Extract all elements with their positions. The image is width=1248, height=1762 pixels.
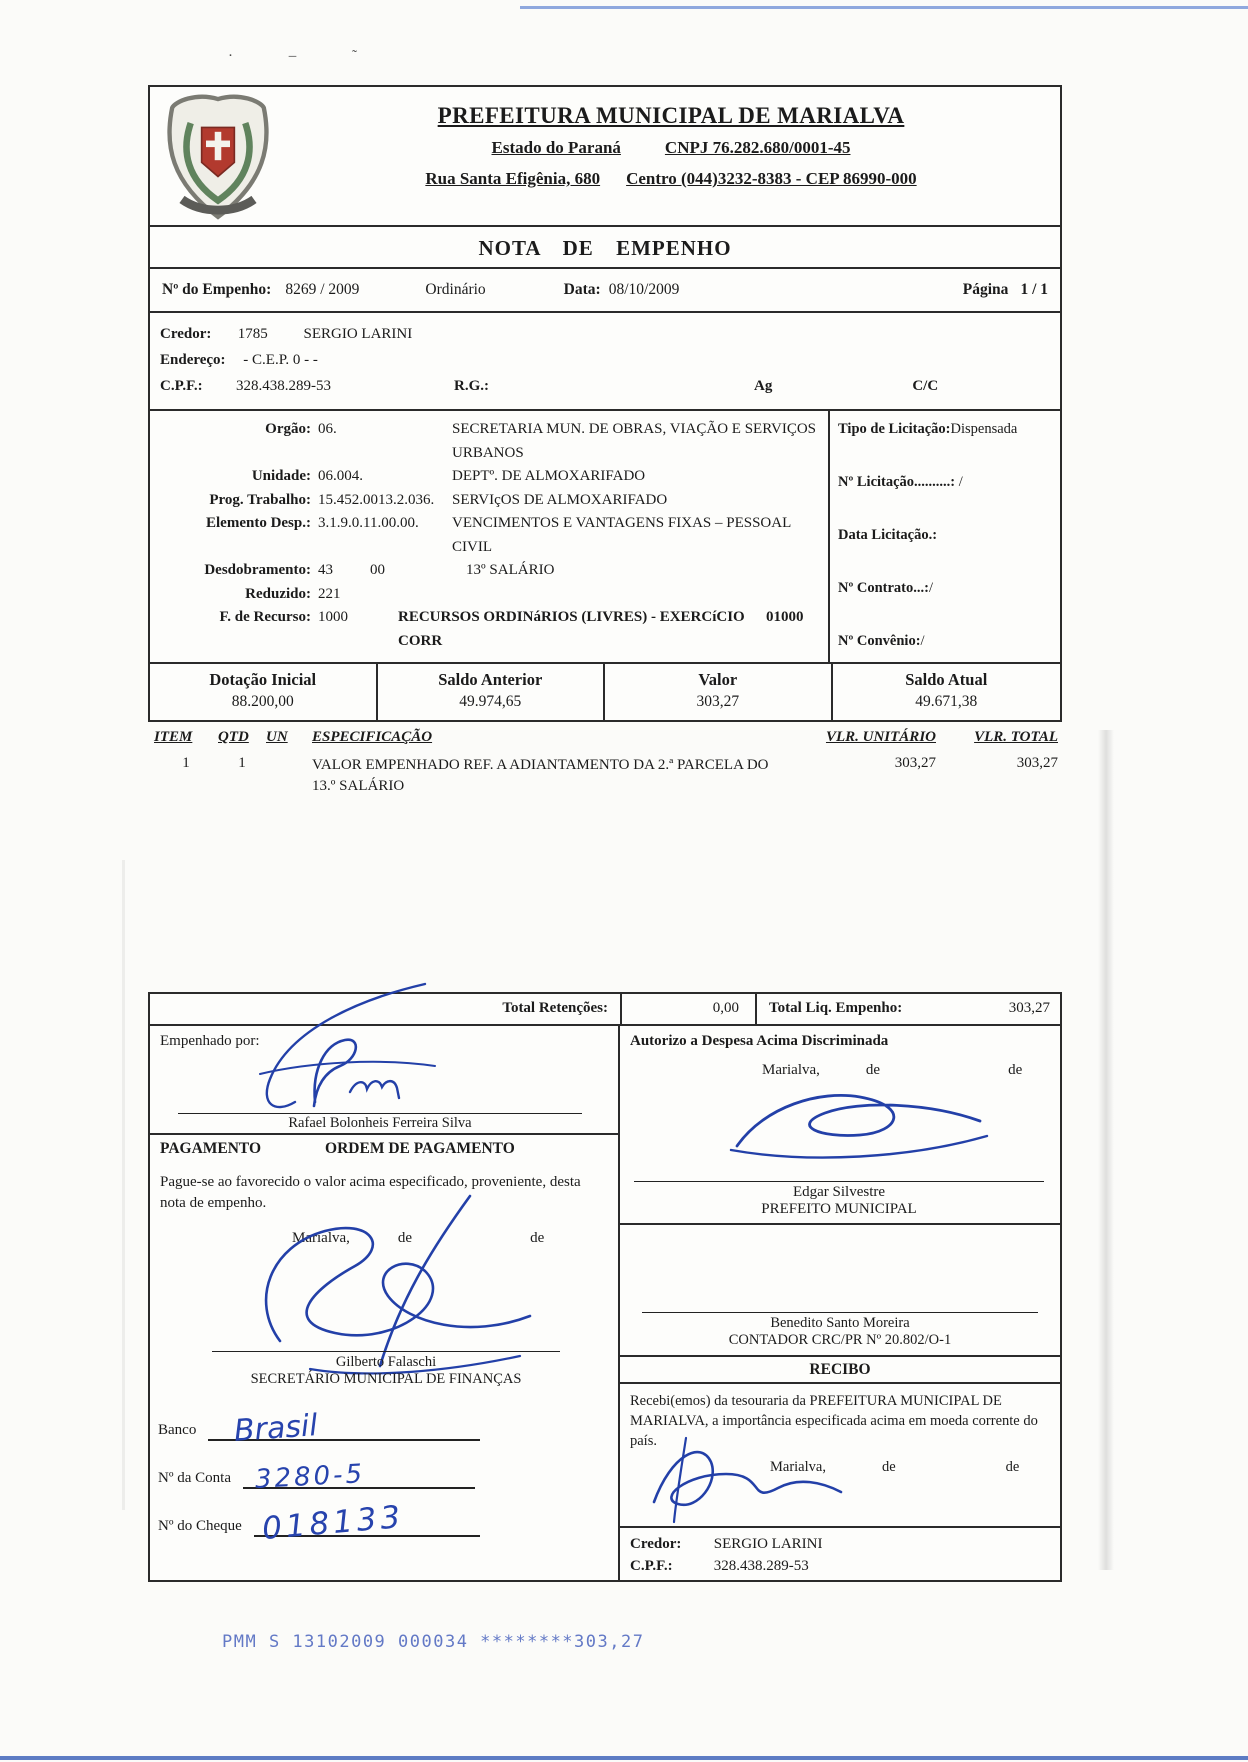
- header-text: [292, 87, 1050, 189]
- signature-rule: [642, 1312, 1038, 1313]
- num-convenio-label: Nº Convênio:: [838, 633, 921, 649]
- credor-footer-box: [620, 1526, 1060, 1580]
- cheque-field: [158, 1498, 480, 1548]
- de-text: de: [1008, 1062, 1023, 1078]
- num-convenio-row: [838, 633, 1052, 650]
- item-vlr-total: 303,27: [1016, 755, 1058, 771]
- cheque-line: [254, 1498, 480, 1548]
- orgao-row: [150, 418, 828, 465]
- item-number: 1: [182, 755, 190, 771]
- dotacao-table: [148, 662, 1062, 722]
- saldo-atual-header: Saldo Atual: [905, 670, 988, 689]
- total-liquido-cell: [757, 994, 1060, 1024]
- signatures-section: [148, 1024, 1062, 1582]
- totals-row: [148, 992, 1062, 1026]
- nota-de-empenho-document: [148, 85, 1062, 1582]
- fonte-recurso-row: [150, 606, 828, 653]
- data-licitacao-label: Data Licitação.:: [838, 527, 938, 543]
- unidade-row: [150, 465, 828, 489]
- orgao-code: 06.: [318, 421, 337, 437]
- contador-title: CONTADOR CRC/PR Nº 20.802/O-1: [728, 1332, 952, 1348]
- contador-box: [620, 1223, 1060, 1355]
- city-text: Marialva,: [762, 1062, 820, 1078]
- ordem-pagamento-title: ORDEM DE PAGAMENTO: [325, 1140, 515, 1157]
- signature-rule: [634, 1181, 1044, 1182]
- city-text: Marialva,: [770, 1459, 826, 1475]
- banco-handwritten-value: Brasil: [233, 1408, 320, 1449]
- elemento-desc: VENCIMENTOS E VANTAGENS FIXAS – PESSOAL CIVIL: [452, 515, 791, 555]
- dotacao-inicial-header: Dotação Inicial: [209, 670, 317, 689]
- pagamento-body: [150, 1163, 618, 1578]
- total-liquido-value: 303,27: [1008, 1000, 1050, 1016]
- contador-name: Benedito Santo Moreira: [770, 1315, 910, 1331]
- endereco-label: Endereço:: [160, 352, 226, 368]
- banco-label: Banco: [158, 1422, 197, 1438]
- pagamento-header: [150, 1133, 618, 1163]
- address-text: Rua Santa Efigênia, 680: [425, 169, 601, 188]
- fonte-recurso-code: 1000: [318, 609, 348, 625]
- prefeito-name-block: [634, 1181, 1044, 1218]
- reduzido-row: [150, 583, 828, 607]
- empenhado-por-box: [150, 1026, 618, 1133]
- cheque-label: Nº do Cheque: [158, 1518, 242, 1534]
- item-row: [148, 755, 1062, 797]
- cpf-footer-label: C.P.F.:: [630, 1558, 673, 1574]
- conta-line: [243, 1459, 475, 1495]
- orgao-desc: SECRETARIA MUN. DE OBRAS, VIAÇÃO E SERVIÇOS URBANOS: [452, 421, 817, 461]
- rg-label: R.G.:: [454, 378, 489, 394]
- col-qtd: QTD: [218, 729, 249, 745]
- page-label: Página: [962, 281, 1009, 298]
- credor-label: Credor:: [160, 326, 212, 342]
- de-text: de: [397, 1230, 413, 1246]
- de-text: de: [881, 1459, 896, 1475]
- num-convenio-value: /: [920, 633, 925, 649]
- credor-footer-name: SERGIO LARINI: [713, 1536, 823, 1552]
- cpf-footer-row: [630, 1555, 1050, 1577]
- signature-rule: [212, 1351, 560, 1352]
- elemento-label: Elemento Desp.:: [206, 515, 311, 531]
- header-line-3: [292, 169, 1050, 189]
- secretario-title: SECRETÁRIO MUNICIPAL DE FINANÇAS: [250, 1371, 522, 1387]
- address2-text: Centro (044)3232-8383 - CEP 86990-000: [626, 169, 917, 188]
- autorizo-box: [620, 1026, 1060, 1223]
- coat-of-arms-logo: [158, 91, 278, 225]
- document-title: NOTA DE EMPENHO: [478, 236, 732, 260]
- page-indicator: [963, 281, 1048, 299]
- cpf-row: [160, 373, 1050, 399]
- col-especificacao: ESPECIFICAÇÃO: [312, 729, 433, 745]
- fonte-recurso-extra: 01000: [766, 609, 804, 625]
- num-contrato-label: Nº Contrato...:: [838, 580, 929, 596]
- orgao-label: Orgão:: [265, 421, 311, 437]
- unidade-code: 06.004.: [318, 468, 363, 484]
- credor-name: SERGIO LARINI: [303, 326, 413, 342]
- valor-header: Valor: [698, 670, 738, 689]
- endereco-row: [160, 347, 1050, 373]
- col-vlr-unitario: VLR. UNITÁRIO: [825, 729, 936, 745]
- desdobramento-code2: 00: [370, 562, 385, 578]
- desdobramento-desc: 13º SALÁRIO: [466, 562, 555, 578]
- cheque-handwritten-value: 018133: [260, 1498, 406, 1548]
- orcamento-left: [150, 411, 828, 662]
- conta-label: Nº da Conta: [158, 1470, 231, 1486]
- dotacao-inicial-value: 88.200,00: [231, 693, 294, 710]
- credor-footer-label: Credor:: [630, 1536, 682, 1552]
- banco-line: [208, 1408, 480, 1449]
- de-text: de: [1005, 1459, 1020, 1475]
- secretario-name-block: [212, 1351, 560, 1388]
- page-value: 1 / 1: [1020, 281, 1048, 298]
- saldo-atual-cell: [833, 664, 1061, 720]
- saldo-atual-value: 49.671,38: [915, 693, 978, 710]
- conta-field: [158, 1459, 475, 1495]
- elemento-row: [150, 512, 828, 559]
- state-text: Estado do Paraná: [491, 138, 621, 157]
- valor-cell: [605, 664, 833, 720]
- recibo-text: Recebi(emos) da tesouraria da PREFEITURA MUNICIPAL DE MARIALVA, a importância especificada acima em moeda corrente do país.: [630, 1393, 1038, 1449]
- data-licitacao-row: [838, 527, 1052, 544]
- tipo-licitacao-label: Tipo de Licitação:: [838, 421, 951, 437]
- scan-artifact-left-fold: [122, 860, 125, 1510]
- col-item: ITEM: [154, 729, 193, 745]
- pagamento-title: PAGAMENTO: [160, 1140, 262, 1157]
- item-un: [266, 755, 312, 797]
- orcamento-block: [148, 409, 1062, 664]
- valor-value: 303,27: [696, 693, 740, 710]
- num-contrato-row: [838, 580, 1052, 597]
- signatures-right-column: [620, 1026, 1060, 1580]
- total-retencoes-value: 0,00: [622, 994, 757, 1024]
- item-especificacao: VALOR EMPENHADO REF. A ADIANTAMENTO DA 2.ª PARCELA DO 13.º SALÁRIO: [312, 757, 769, 794]
- scan-artifact-top-line: [520, 6, 1248, 9]
- prog-trabalho-code: 15.452.0013.2.036.: [318, 491, 435, 508]
- fonte-recurso-label: F. de Recurso:: [219, 609, 311, 625]
- cnpj-text: CNPJ 76.282.680/0001-45: [664, 138, 851, 157]
- autorizo-title: Autorizo a Despesa Acima Discriminada: [630, 1033, 889, 1049]
- prefeito-name: Edgar Silvestre: [792, 1184, 886, 1200]
- credor-row: [160, 321, 1050, 347]
- reduzido-label: Reduzido:: [245, 585, 311, 602]
- num-licitacao-label: Nº Licitação..........:: [838, 474, 956, 490]
- saldo-anterior-value: 49.974,65: [459, 693, 522, 710]
- signature-prefeito: [725, 1084, 1005, 1184]
- recibo-city-row: [630, 1459, 1050, 1476]
- empenho-number-label: Nº do Empenho:: [162, 281, 272, 298]
- banco-field: [158, 1408, 480, 1449]
- unidade-desc: DEPTº. DE ALMOXARIFADO: [452, 468, 646, 484]
- total-retencoes-label: Total Retenções:: [150, 994, 622, 1024]
- licitacao-column: [828, 411, 1060, 662]
- items-header-row: [148, 729, 1062, 746]
- prefeito-title: PREFEITO MUNICIPAL: [761, 1201, 917, 1217]
- cpf-footer-value: 328.438.289-53: [713, 1558, 809, 1574]
- credor-footer-row: [630, 1533, 1050, 1555]
- prog-trabalho-row: [150, 489, 828, 513]
- signatures-left-column: [150, 1026, 620, 1580]
- credor-block: [148, 311, 1062, 411]
- header-line-2: [292, 138, 1050, 158]
- saldo-anterior-header: Saldo Anterior: [438, 670, 543, 689]
- pagamento-city-row: [160, 1230, 608, 1247]
- total-liquido-label: Total Liq. Empenho:: [769, 1000, 903, 1016]
- items-section: [148, 722, 1062, 994]
- recibo-header: RECIBO: [620, 1355, 1060, 1382]
- elemento-code: 3.1.9.0.11.00.00.: [318, 515, 419, 531]
- document-title-box: [148, 225, 1062, 269]
- scan-artifact-right-shadow: [1098, 730, 1114, 1570]
- municipality-title: PREFEITURA MUNICIPAL DE MARIALVA: [437, 103, 905, 128]
- desdobramento-code: 43: [318, 562, 333, 578]
- num-contrato-value: /: [928, 580, 933, 596]
- pagamento-text: Pague-se ao favorecido o valor acima especificado, proveniente, desta nota de empenho.: [160, 1174, 581, 1211]
- tipo-licitacao-value: Dispensada: [950, 421, 1018, 437]
- desdobramento-row: [150, 559, 828, 583]
- pen-marks: · ‒ ˜: [228, 48, 383, 64]
- autorizo-city-row: [630, 1062, 1050, 1079]
- secretario-name: Gilberto Falaschi: [335, 1354, 437, 1370]
- de-text: de: [530, 1230, 545, 1246]
- dotacao-inicial-cell: [150, 664, 378, 720]
- endereco-value: - C.E.P. 0 - -: [243, 352, 318, 368]
- ag-label: Ag: [754, 378, 773, 394]
- empenho-type: Ordinário: [425, 281, 486, 298]
- unidade-label: Unidade:: [251, 468, 311, 484]
- de-text: de: [865, 1062, 881, 1078]
- col-un: UN: [266, 729, 288, 745]
- scan-artifact-bottom-line: [0, 1756, 1248, 1760]
- empenho-number-value: 8269 / 2009: [285, 281, 360, 298]
- prog-trabalho-desc: SERVIçOS DE ALMOXARIFADO: [452, 491, 668, 508]
- credor-code: 1785: [237, 326, 268, 342]
- reduzido-code: 221: [318, 585, 341, 602]
- item-qtd: 1: [238, 755, 246, 771]
- empenho-number-row: [148, 267, 1062, 313]
- recibo-body: [620, 1382, 1060, 1526]
- date-value: 08/10/2009: [608, 281, 680, 298]
- num-licitacao-row: [838, 474, 1052, 491]
- empenhado-por-label: Empenhado por:: [160, 1033, 260, 1049]
- empenhado-por-name: Rafael Bolonheis Ferreira Silva: [178, 1113, 582, 1132]
- city-text: Marialva,: [292, 1230, 350, 1246]
- contador-name-block: [642, 1312, 1038, 1349]
- fonte-recurso-desc: RECURSOS ORDINáRIOS (LIVRES) - EXERCíCIO CORR: [398, 609, 745, 649]
- item-vlr-unitario: 303,27: [894, 755, 936, 771]
- saldo-anterior-cell: [378, 664, 606, 720]
- cc-label: C/C: [912, 378, 939, 394]
- tipo-licitacao-row: [838, 421, 1052, 438]
- num-licitacao-value: /: [955, 474, 963, 490]
- col-vlr-total: VLR. TOTAL: [974, 729, 1058, 745]
- desdobramento-label: Desdobramento:: [204, 562, 311, 578]
- prog-trabalho-label: Prog. Trabalho:: [209, 491, 311, 508]
- cpf-value: 328.438.289-53: [236, 378, 331, 394]
- cpf-label: C.P.F.:: [160, 378, 203, 394]
- conta-handwritten-value: 3280-5: [254, 1459, 366, 1495]
- document-header: [148, 85, 1062, 227]
- date-label: Data:: [563, 281, 601, 298]
- machine-validation-stamp: PMM S 13102009 000034 ********303,27: [222, 1632, 645, 1652]
